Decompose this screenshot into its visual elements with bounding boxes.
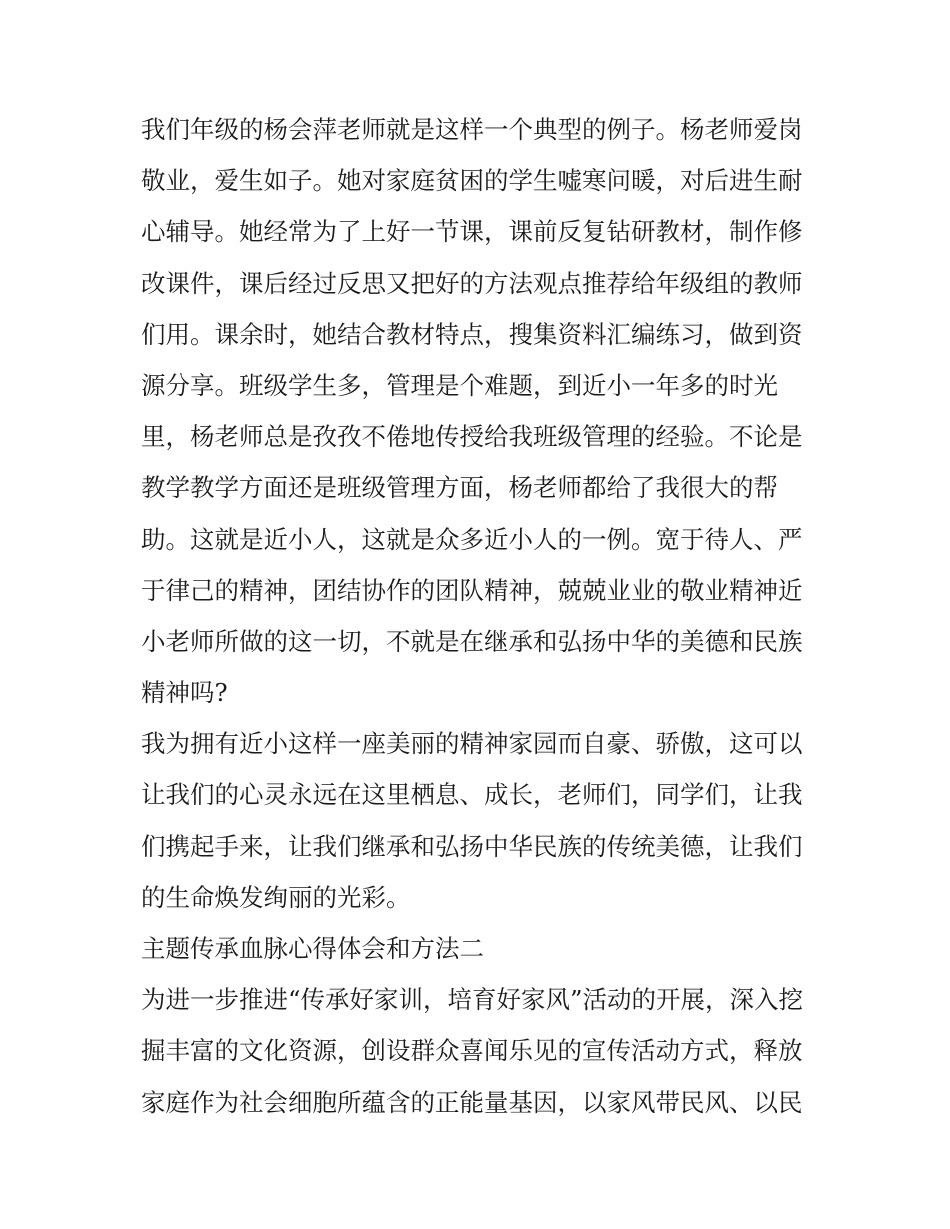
text-line: 心辅导。她经常为了上好一节课，课前反复钻研教材，制作修 <box>141 217 803 247</box>
text-line: 家庭作为社会细胞所蕴含的正能量基因，以家风带民风、以民 <box>141 1087 803 1117</box>
text-line: 掘丰富的文化资源，创设群众喜闻乐见的宣传活动方式，释放 <box>141 1036 803 1066</box>
text-line: 为进一步推进“传承好家训，培育好家风”活动的开展，深入挖 <box>141 985 804 1015</box>
text-line: 助。这就是近小人，这就是众多近小人的一例。宽于待人、严 <box>141 524 803 554</box>
text-line: 源分享。班级学生多，管理是个难题，到近小一年多的时光 <box>141 370 778 400</box>
text-line: 于律己的精神，团结协作的团队精神，兢兢业业的敬业精神近 <box>141 575 803 605</box>
text-line: 们用。课余时，她结合教材特点，搜集资料汇编练习，做到资 <box>141 319 803 349</box>
text-line: 精神吗? <box>141 678 228 708</box>
section-heading: 主题传承血脉心得体会和方法二 <box>141 934 484 963</box>
text-line: 我为拥有近小这样一座美丽的精神家园而自豪、骄傲，这可以 <box>141 729 803 759</box>
text-line: 敬业，爱生如子。她对家庭贫困的学生嘘寒问暖，对后进生耐 <box>141 166 803 196</box>
text-line: 小老师所做的这一切，不就是在继承和弘扬中华的美德和民族 <box>141 626 803 656</box>
text-line: 我们年级的杨会萍老师就是这样一个典型的例子。杨老师爱岗 <box>141 115 803 144</box>
text-line: 里，杨老师总是孜孜不倦地传授给我班级管理的经验。不论是 <box>141 422 803 452</box>
text-line: 教学教学方面还是班级管理方面，杨老师都给了我很大的帮 <box>141 473 778 503</box>
text-line: 让我们的心灵永远在这里栖息、成长，老师们，同学们，让我 <box>141 780 803 810</box>
document-body <box>141 108 821 1132</box>
text-line: 改课件，课后经过反思又把好的方法观点推荐给年级组的教师 <box>141 268 803 298</box>
text-line: 们携起手来，让我们继承和弘扬中华民族的传统美德，让我们 <box>141 831 803 861</box>
text-line: 的生命焕发绚丽的光彩。 <box>141 882 411 912</box>
